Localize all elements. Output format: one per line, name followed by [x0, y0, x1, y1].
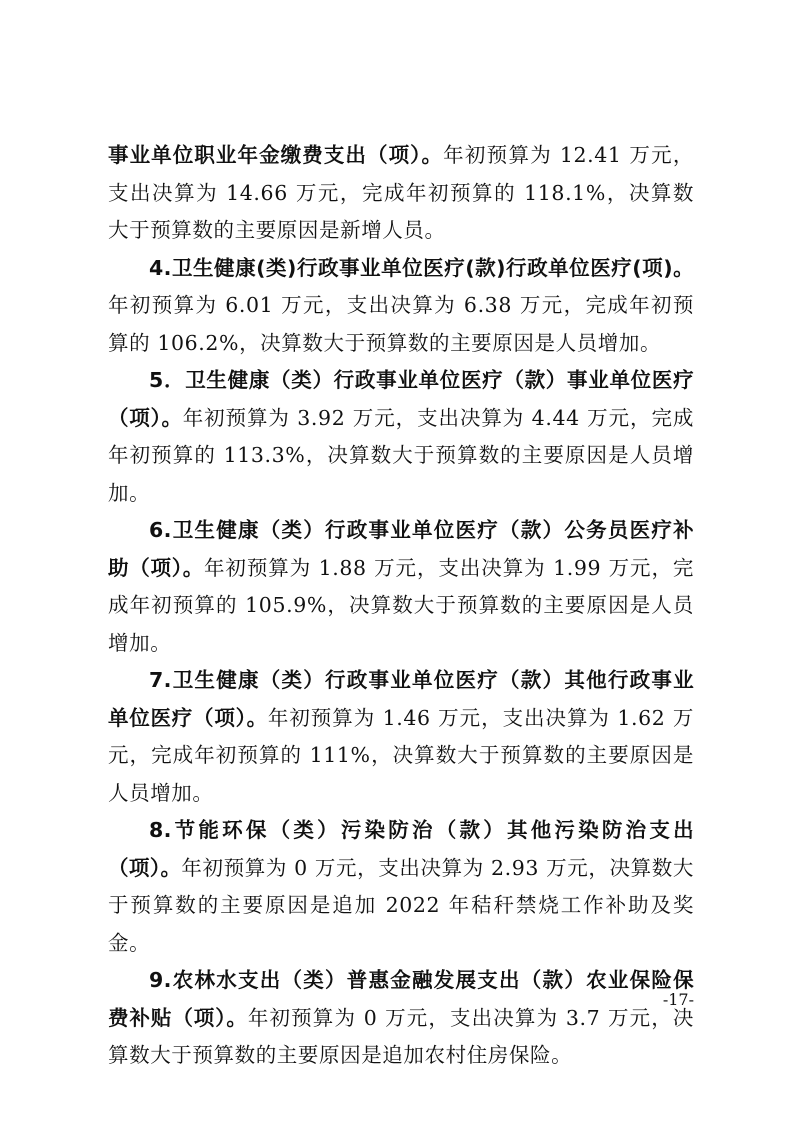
paragraph-item-7: [108, 662, 694, 812]
paragraph-body: 年初预算为 1.46 万元，支出决算为 1.62 万元，完成年初预算的 111%，决算数大于预算数的主要原因是人员增加。: [108, 705, 694, 805]
paragraph-body: 年初预算为 12.41 万元，支出决算为 14.66 万元，完成年初预算的 118.1%，决算数大于预算数的主要原因是新增人员。: [108, 143, 694, 242]
paragraph-heading: 5．卫生健康（类）行政事业单位医疗（款）事业单位医疗（项）。: [108, 368, 694, 430]
paragraph-heading: 6.卫生健康（类）行政事业单位医疗（款）公务员医疗补助（项）。: [108, 518, 694, 580]
paragraph-body: 年初预算为 0 万元，支出决算为 3.7 万元，决算数大于预算数的主要原因是追加农村住房保险。: [108, 1005, 694, 1067]
paragraph-body: 年初预算为 0 万元，支出决算为 2.93 万元，决算数大于预算数的主要原因是追加 2022 年秸秆禁烧工作补助及奖金。: [108, 855, 694, 955]
paragraph-body: 年初预算为 6.01 万元，支出决算为 6.38 万元，完成年初预算的 106.2%，决算数大于预算数的主要原因是人员增加。: [108, 293, 694, 355]
paragraph-heading: 8.节能环保（类）污染防治（款）其他污染防治支出（项）。: [108, 818, 694, 880]
paragraph-body: 年初预算为 1.88 万元，支出决算为 1.99 万元，完成年初预算的 105.9%，决算数大于预算数的主要原因是人员增加。: [108, 555, 694, 655]
paragraph-occupational-annuity: [108, 137, 694, 250]
paragraph-body: 年初预算为 3.92 万元，支出决算为 4.44 万元，完成年初预算的 113.3%，决算数大于预算数的主要原因是人员增加。: [108, 405, 694, 505]
paragraph-item-6: [108, 512, 694, 662]
paragraph-item-4: [108, 250, 694, 363]
paragraph-heading: 9.农林水支出（类）普惠金融发展支出（款）农业保险保费补贴（项）。: [108, 968, 694, 1030]
paragraph-heading: 4.卫生健康(类)行政事业单位医疗(款)行政单位医疗(项)。: [149, 255, 694, 280]
paragraph-item-5: [108, 362, 694, 512]
paragraph-heading: 事业单位职业年金缴费支出（项）。: [108, 143, 444, 167]
paragraph-item-8: [108, 812, 694, 962]
document-body: [108, 137, 694, 1075]
paragraph-heading: 7.卫生健康（类）行政事业单位医疗（款）其他行政事业单位医疗（项）。: [108, 668, 694, 730]
paragraph-item-9: [108, 962, 694, 1075]
page-number: -17-: [662, 990, 694, 1009]
